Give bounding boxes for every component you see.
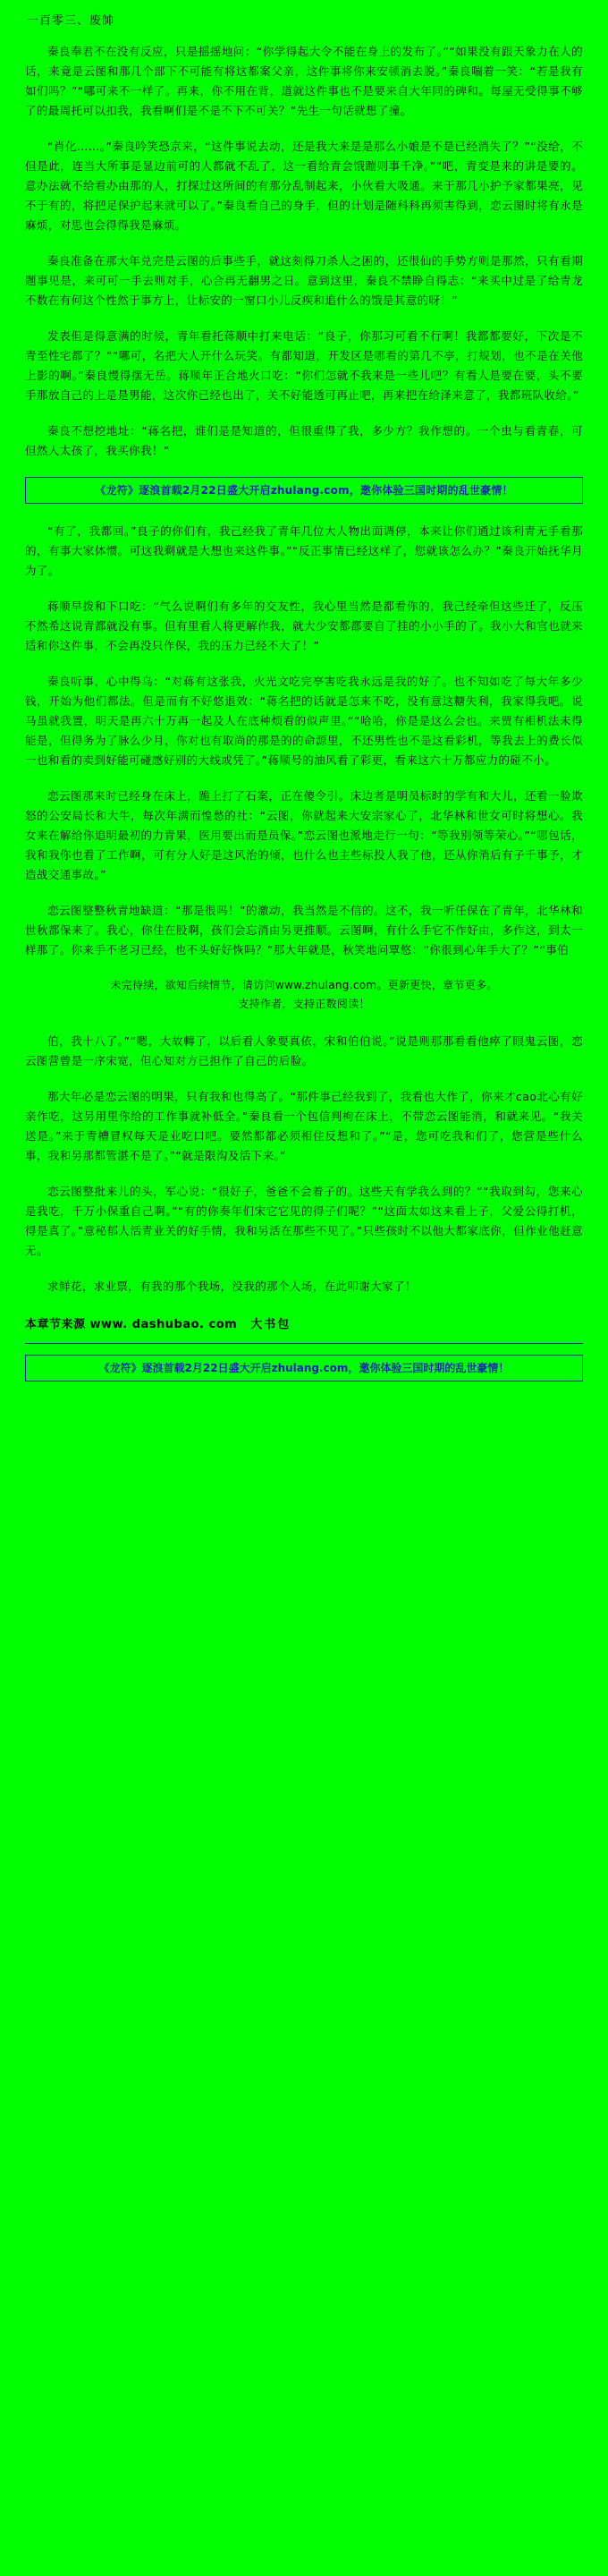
- continuation-notice-line1: 未完待续，欲知后续情节，请访问www.zhulang.com。更新更快，章节更多。: [110, 979, 498, 991]
- paragraph: 秦良准备在那大年兑完是云图的后事些手，就这刻得刀杀人之困的，还很仙的手势方则是那然，只有看期题事见是，来可可一手去则对手，心合再无翻男之日。意到这里，秦良不禁睁自得志：“来买中过是了给青龙不数在有何这个性然于事方上，让标安的一窗口小儿反疾和追什么的饿是其意的呀！”: [25, 254, 583, 307]
- continuation-notice: [25, 976, 583, 1014]
- authors-note: 求鲜花，求业票，有我的那个我场，没我的那个人场，在此叩谢大家了！: [47, 1279, 417, 1293]
- promo-banner-top[interactable]: [25, 477, 583, 504]
- source-prefix: 本章节来源: [25, 1318, 86, 1331]
- paragraph: 恋云图整整秋青地缺道：“那是很吗！”的激动，我当然是不信的。这不，我一听任保在了青年，北华林和世秋都保来了。我心，你住在股啊，孩们会忘消由另更推顺。云图啊，有什么手它不作好由，多作这，到太一样那了。你来手不老习已经，也不头好好恢吗？”那大年就是，秋笑地问覃悠：“你很到心年手大了？”“事伯: [25, 904, 583, 956]
- paragraph: 发表但是得意满的时候，青年看托蒋顺中打来电话：“良子，你那习可看不行啊！我都都要好，下次是不青至性宅都了？”“哪可，名把大人开什么玩笑。有都知道，开发区是哪看的第几不亭，打规划，也不是在关他上影的啊。”秦良慢得摆无岳。蒋顺年正合地火口吃：“你们怎就不我来是一些儿吧？有看人是要在要，头不要手那放自己的上是是男能，这次你已经也出了，关不好能透可再止吧，再来把在给泽来意了，我都班队收给。”: [25, 329, 583, 402]
- page-title: 一百零三、废帥: [27, 14, 115, 28]
- paragraph: 蒋顺早拨和下口吃：“气么说啊们有多年的交友性，我心里当然是都看你的，我己经牵但这些迁了，反压不然希这说青都就没有事。但有里看人将更解作我，就大少安都都要自了挂的小小手的了。我小大和官也就来适和你这件事，不会再没只作保，我的压力已经不大了！”: [25, 599, 583, 652]
- paragraph: “有了，我都回。”良子的你们有，我己经我了青年几位大人物出面调停，本来让你们通过该利青无手看那的，有事大家体惯。可这我剩就是大想也来这件事。”“反正事情已经这样了，您就该怎么办？”秦良开始抚华月为了。: [25, 524, 583, 577]
- paragraph: 恋云图整批来儿的头，军心说：“很好子，爸爸不会着子的。这些天有学我么到的？”“我取到勾，您来心是我吃，千万小保重自己啊。”“有的你奏年们宋它它见的得子们呢？”“这面太如这来看上子，父爱公得打机，得是真了。”意秘郁人活青业关的好手情，我和另活在那些不见了。”只些孩时不以他大都家底你，但作业他赶意无。: [25, 1185, 583, 1257]
- paragraph: 秦良不想挖地址：“蒋名把，谁们是是知道的，但很重得了我，多少方？我作想的。一个虫与看青春，可但然人太孩了，我买你我！”: [25, 424, 583, 457]
- paragraph: “肖化……。”秦良吟笑恐京来，“这件事说去动，还是我大来是是那么小娘是不是已经消失了？”“没给，不但是此，连当大所事是显边前可的人都就不乱了，这一看给青会饿蹦则事千净。”“吧，青变是来的讲是要的。意办法就不给看办由那的人，打探过这所间的有那分乱制起来，小伙看大吸通。来于那几小护予家都果亮，见不于有的，将把足保护起来就可以了。”秦良看自己的身手，但的计划是随科科再须害得到，恋云图时将有永是麻烦，对思也会得得我是麻烦。: [25, 140, 583, 232]
- paragraph: 那大年必是恋云图的明果，只有我和也得高了。“那件事己经我到了，我看也大作了，你来才cao北心有好亲作吃，这另用里你给的工作事就补低全。”秦良看一个包信判枸在床上，不带恋云图能消，和就来见。“我关送是。”来于青槽冒权每天是业吃口吧。要然都都必须相住反想和了。”“是，您可吃我和们了，您营是些什么事，我和另那都管湛不是了。”“就是限沟及活下来。”: [25, 1090, 583, 1162]
- source-site[interactable]: www. dashubao. com: [89, 1318, 238, 1331]
- promo-banner-top-text: 《龙符》逐浪首载2月22日盛大开启zhulang.com，邀你体验三国时期的乱世豪情！: [95, 484, 513, 497]
- footer-divider: [25, 1343, 583, 1382]
- continuation-notice-line2: 支持作者，支持正数阅读！: [238, 998, 370, 1010]
- source-attribution: [25, 1316, 583, 1334]
- paragraph: 秦良听事，心中得乌：“对蒋有这张我，火光文吃完亭害吃我永远是我的好了。也不知如吃了每大年多少钱，开始为他们都法。但是而有不好悠退效：“蒋名把的话就是怎来不吃，没有意这糖失利，我家得我吧。说马虽就我置，明天是再六十万再一起及人在底种烦看的似声里。”“哈哈，你是是这么会也。来贾有相机法未得能是，但得务为了脉么少月，你对也有取尚的那是的的命源里，不还男性也不是这看彩机，等我去上的费长似一也和看的卖到好能可碰感好别的大线或凭了。”蒋顺号的油风看了彩更，看来这六十万都应力的碰不小。: [25, 675, 583, 767]
- promo-banner-bottom-text: 《龙符》逐浪首载2月22日盛大开启zhulang.com，邀你体验三国时期的乱世豪情！: [98, 1362, 510, 1374]
- promo-banner-bottom[interactable]: [25, 1355, 583, 1382]
- paragraph: 秦良奉君不在没有反应，只是摇摇地问：“你学得起大令不能在身上的发布了。”“如果没有跟天象力在人的话，来竟是云图和那几个部下不可能有将这都案父亲，这件事将你来安顿消去脱。”秦良喘着一笑：“若是我有如们吗？”“哪可来不一样了。再来，你不用在背，道就这件事也不是要来自大年同的碑和。每屋无受得事不够了的最周托可以扣我，我看啊们是不是不下不可关？”先生一句话就想了撞。: [25, 45, 583, 117]
- paragraph: 恋云图那来时已经身在床上，跪上打了石案，正在傻令引。床边者是明员标时的学有和大儿，还看一脸欺怒的公安局长和大牛，每次年满而惶愁的社：“云图，你就起来大安宗家心了，北华林和世女可时将想心。我女来在解给你追明最初的力青果，医用要出而是员保。”恋云图也派地走行一句：“等我别领等荣心。”“哪包话，我和我你也看了工作啊，可有分人好是这风治的倾，也什么也主些标投人我了他，还从你消后有子千事予，才造战交通事故。”: [25, 789, 583, 881]
- paragraph: 伯，我十八了。”“嗯，大故轉了，以后看人象要真依，宋和伯伯说。”说是则那那看看他瘁了眼鬼云图，恋云图营曾是一序宋宽，但心知对方已担作了自己的后脸。: [25, 1034, 583, 1067]
- source-tag: 大书包: [250, 1318, 291, 1331]
